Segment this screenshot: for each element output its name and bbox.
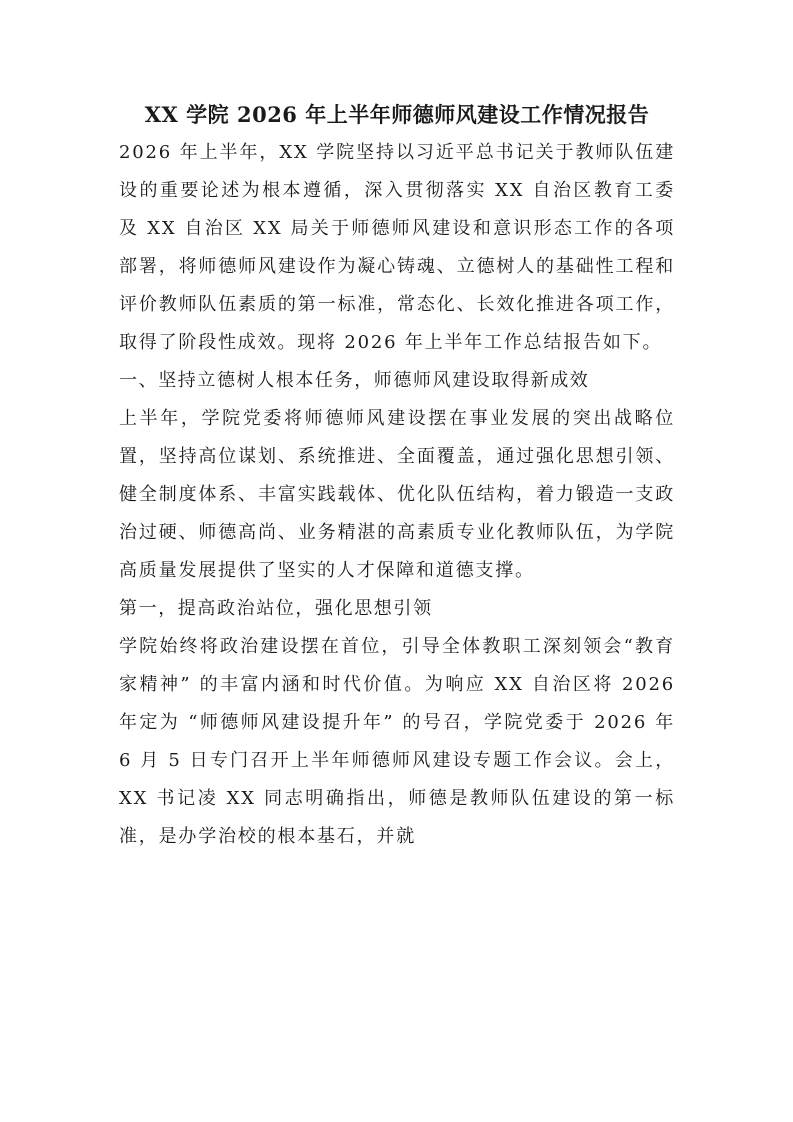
section-heading-1: 一、坚持立德树人根本任务，师德师风建设取得新成效 [119,370,590,391]
section-1-paragraph: 上半年，学院党委将师德师风建设摆在事业发展的突出战略位置，坚持高位谋划、系统推进、全面覆盖，通过强化思想引领、健全制度体系、丰富实践载体、优化队伍结构，着力锻造一支政治过硬、师德高尚、业务精湛的高素质专业化教师队伍，为学院高质量发展提供了坚实的人才保障和道德支撑。 [119,408,675,581]
document-page [119,96,675,856]
subsection-1-paragraph: 学院始终将政治建设摆在首位，引导全体教职工深刻领会“教育家精神” 的丰富内涵和时代价值。为响应 XX 自治区将 2026 年定为 “师德师风建设提升年” 的号召，学院党委于 2026 年 6 月 5 日专门召开上半年师德师风建设专题工作会议。会上，XX 书记凌 XX 同志明确指出，师德是教师队伍建设的第一标准，是办学治校的根本基石，并就 [119,636,675,847]
intro-paragraph: 2026 年上半年，XX 学院坚持以习近平总书记关于教师队伍建设的重要论述为根本遵循，深入贯彻落实 XX 自治区教育工委及 XX 自治区 XX 局关于师德师风建设和意识形态工作的各项部署，将师德师风建设作为凝心铸魂、立德树人的基础性工程和评价教师队伍素质的第一标准，常态化、长效化推进各项工作，取得了阶段性成效。现将 2026 年上半年工作总结报告如下。 [119,142,675,353]
subsection-heading-1: 第一，提高政治站位，强化思想引领 [119,598,433,619]
document-title: XX 学院 2026 年上半年师德师风建设工作情况报告 [144,102,650,127]
